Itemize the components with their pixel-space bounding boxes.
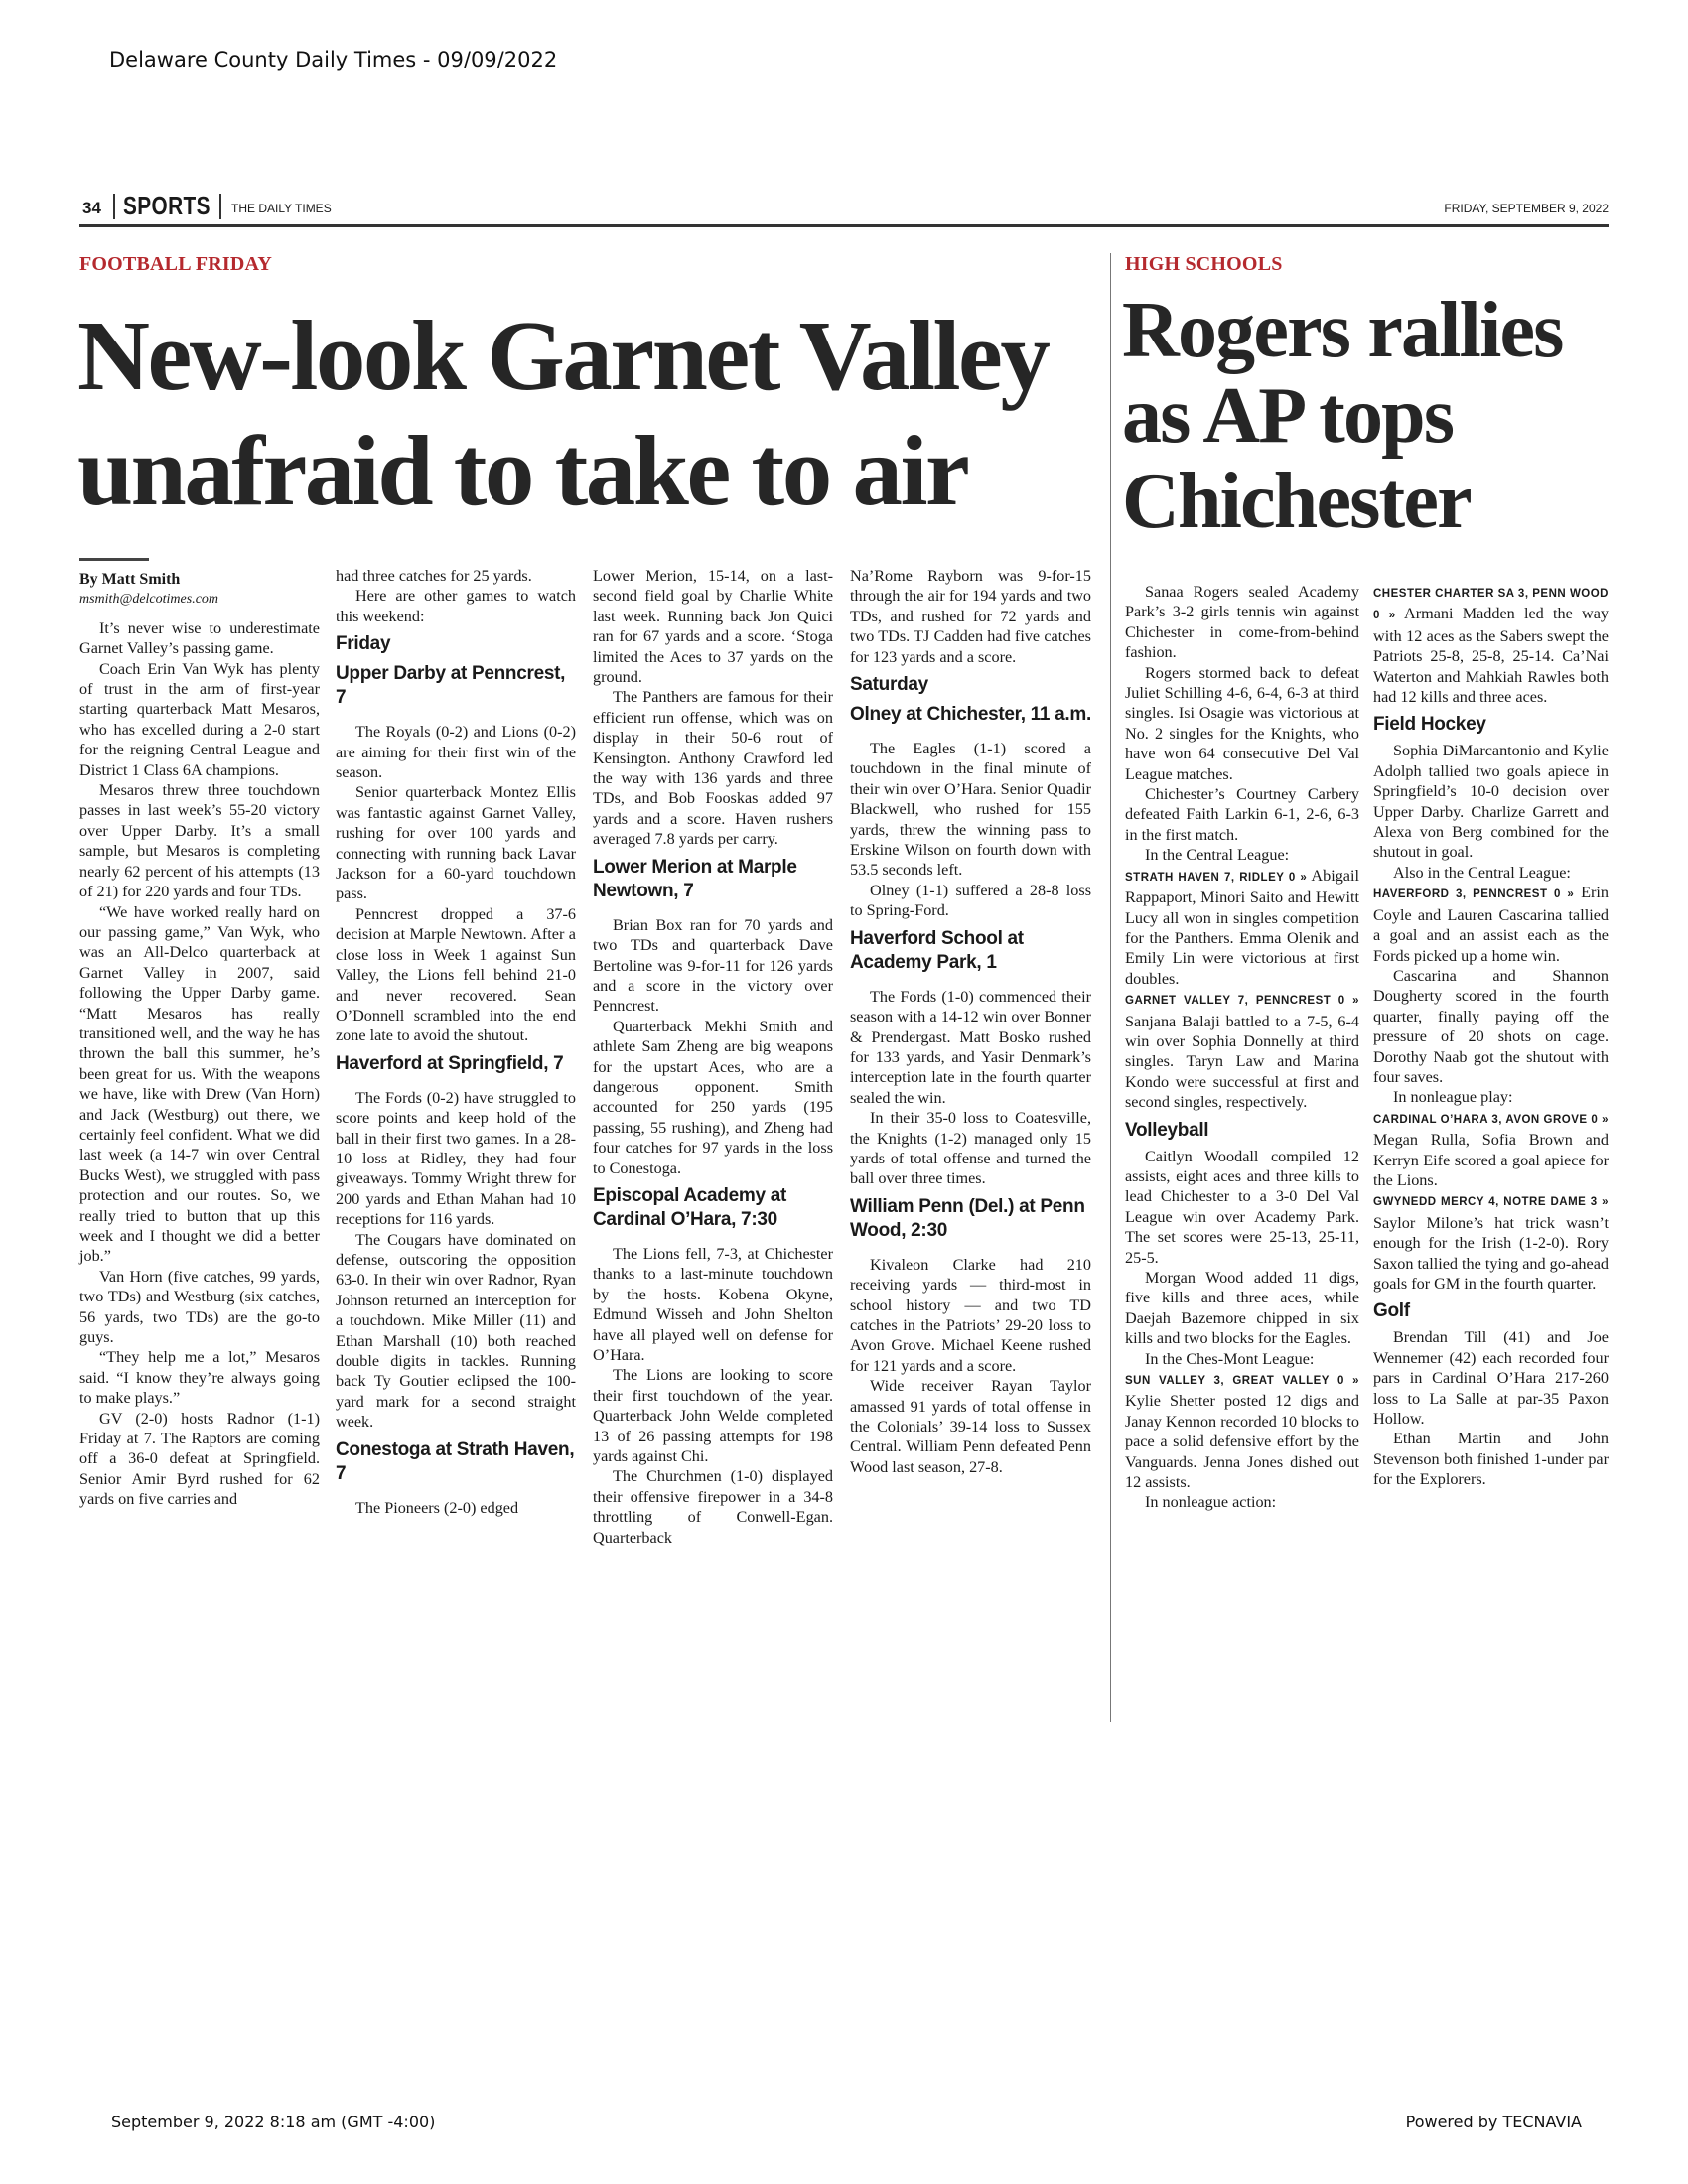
result-paragraph — [1125, 866, 1359, 989]
article-column-1 — [79, 566, 320, 1510]
game-subhead: Olney at Chichester, 11 a.m. — [850, 704, 1091, 726]
paper-name: THE DAILY TIMES — [231, 202, 332, 215]
result-lead: STRATH HAVEN 7, RIDLEY 0 » — [1125, 871, 1308, 884]
section-name: SPORTS — [123, 191, 211, 220]
result-lead: SUN VALLEY 3, GREAT VALLEY 0 » — [1125, 1375, 1359, 1388]
sport-subhead: Field Hockey — [1373, 714, 1486, 736]
game-subhead: William Penn (Del.) at Penn Wood, 2:30 — [850, 1195, 1085, 1241]
headline-line: as AP tops — [1122, 372, 1454, 460]
paragraph: The Royals (0-2) and Lions (0-2) are aiming for their first win of the season. — [336, 723, 576, 782]
result-text: Erin Coyle and Lauren Cascarina tallied a goal and an assist each as the Fords picked up a home win. — [1373, 884, 1609, 965]
result-text: Armani Madden led the way with 12 aces as the Sabers swept the Patriots 25-8, 25-8, 25-14. Ca’Nai Waterton and Mahkiah Rawles both had 12 kills and three aces. — [1373, 605, 1609, 707]
column-divider — [1110, 253, 1111, 1722]
paragraph: It’s never wise to underestimate Garnet Valley’s passing game. — [79, 618, 320, 658]
result-text: Kylie Shetter posted 12 digs and Janay Kennon recorded 10 blocks to pace a solid defensive effort by the Vanguards. Jenna Jones dished out 12 assists. — [1125, 1392, 1359, 1492]
headline-line: Rogers rallies — [1122, 287, 1563, 374]
result-lead: GARNET VALLEY 7, PENNCREST 0 » — [1125, 995, 1359, 1008]
day-subhead: Saturday — [850, 674, 928, 696]
paragraph: had three catches for 25 yards. — [336, 567, 532, 585]
result-paragraph — [1373, 582, 1609, 707]
issue-date: FRIDAY, SEPTEMBER 9, 2022 — [1444, 202, 1609, 215]
article-column-3 — [593, 566, 833, 1548]
paragraph: Ethan Martin and John Stevenson both finished 1-under par for the Explorers. — [1373, 1430, 1609, 1489]
result-lead: GWYNEDD MERCY 4, NOTRE DAME 3 » — [1373, 1196, 1609, 1209]
paragraph: The Pioneers (2-0) edged — [355, 1498, 519, 1517]
article-column-4 — [850, 566, 1091, 1477]
document-title: Delaware County Daily Times - 09/09/2022 — [109, 48, 558, 71]
result-paragraph — [1125, 1369, 1359, 1492]
paragraph: Coach Erin Van Wyk has plenty of trust in the arm of first-year starting quarterback Matt Mesaros, who has excelled during a 2-0 start for the reigning Central League and District 1 Class 6A champions. — [79, 659, 320, 779]
paragraph: The Lions fell, 7-3, at Chichester thanks to a last-minute touchdown by the hosts. Kobena Okyne, Edmund Wisseh and John Shelton have all played well on defense for O’Hara. — [593, 1244, 833, 1364]
paragraph: Lower Merion, 15-14, on a last-second field goal by Charlie White last week. Running back Jon Quici ran for 67 yards and a score. ‘Stoga limited the Aces to 37 yards on the ground. — [593, 567, 833, 687]
paragraph: Olney (1-1) suffered a 28-8 loss to Spring-Ford. — [850, 881, 1091, 920]
paragraph: The Cougars have dominated on defense, outscoring the opposition 63-0. In their win over Radnor, Ryan Johnson returned an interception for a touchdown. Mike Miller (11) and Ethan Marshall (10) both reached double digits in tackles. Running back Ty Goutier eclipsed the 100-yard mark for a second straight week. — [336, 1230, 576, 1432]
paragraph: The Churchmen (1-0) displayed their offensive firepower in a 34-8 throttling of Conwell-Egan. Quarterback — [593, 1467, 833, 1547]
game-subhead: Episcopal Academy at Cardinal O’Hara, 7:30 — [593, 1184, 786, 1230]
left-story-kicker: FOOTBALL FRIDAY — [79, 253, 272, 275]
left-story-headline — [77, 298, 1048, 528]
result-paragraph — [1373, 1108, 1609, 1191]
game-subhead: Conestoga at Strath Haven, 7 — [336, 1438, 575, 1484]
paragraph: Penncrest dropped a 37-6 decision at Marple Newtown. After a close loss in Week 1 against Sun Valley, the Lions fell behind 21-0 and never recovered. Sean O’Donnell scrambled into the end zone late to avoid the shutout. — [336, 904, 576, 1045]
paragraph: In nonleague action: — [1145, 1493, 1277, 1512]
paragraph: Quarterback Mekhi Smith and athlete Sam Zheng are big weapons for the upstart Aces, who are a dangerous opponent. Smith accounted for 250 yards (195 passing, 55 rushing), and Zheng had four catches for 97 yards in the loss to Conestoga. — [593, 1017, 833, 1177]
paragraph: Chichester’s Courtney Carbery defeated Faith Larkin 6-1, 2-6, 6-3 in the first match. — [1125, 785, 1359, 844]
paragraph: Mesaros threw three touchdown passes in last week’s 55-20 victory over Upper Darby. It’s a small sample, but Mesaros is completing nearly 62 percent of his attempts (13 of 21) for 220 yards and four TDs. — [79, 781, 320, 901]
paragraph: Cascarina and Shannon Dougherty scored in the fourth quarter, finally paying off the pressure of 20 shots on cage. Dorothy Naab got the shutout with four saves. — [1373, 966, 1609, 1086]
paragraph: Van Horn (five catches, 99 yards, two TDs) and Westburg (six catches, 56 yards, two TDs) are the go-to guys. — [79, 1267, 320, 1347]
game-subhead: Haverford School at Academy Park, 1 — [850, 927, 1024, 973]
result-text: Sanjana Balaji battled to a 7-5, 6-4 win over Sophia Donnelly at third singles. Taryn Law and Marina Kondo were successful at first and second singles, respectively. — [1125, 1012, 1359, 1112]
paragraph: The Fords (1-0) commenced their season with a 14-12 win over Bonner & Prendergast. Matt Bosko rushed for 133 yards, and Yasir Denmark’s interception late in the fourth quarter sealed the win. — [850, 987, 1091, 1107]
result-text: Megan Rulla, Sofia Brown and Kerryn Eife scored a goal apiece for the Lions. — [1373, 1131, 1609, 1189]
right-story-kicker: HIGH SCHOOLS — [1125, 253, 1283, 275]
sport-subhead: Golf — [1373, 1300, 1410, 1322]
folio-divider — [113, 194, 115, 219]
paragraph: The Eagles (1-1) scored a touchdown in the final minute of their win over O’Hara. Senior Quadir Blackwell, who rushed for 155 yards, threw the winning pass to Erskine Wilson on fourth down with 53.5 seconds left. — [850, 740, 1091, 880]
paragraph: “We have worked really hard on our passing game,” Van Wyk, who was an All-Delco quarterback at Garnet Valley in 2007, said following the Upper Darby game. “Matt Mesaros has really transitioned well, and the way he has thrown the ball this summer, he’s been great for us. With the weapons we have, like with Drew (Van Horn) and Jack (Westburg) out there, we certainly feel confident. What we did last week (a 14-7 win over Central Bucks West), we struggled with pass protection and our routes. So, we really tried to button that up this week and I thought we did a better job.” — [79, 902, 320, 1266]
result-paragraph — [1125, 989, 1359, 1112]
headline-line: unafraid to take to air — [77, 415, 968, 526]
author-email: msmith@delcotimes.com — [79, 592, 219, 608]
paragraph: Brendan Till (41) and Joe Wennemer (42) each recorded four pars in Cardinal O’Hara 217-260 loss to La Salle at par-35 Paxon Hollow. — [1373, 1328, 1609, 1429]
paragraph: Morgan Wood added 11 digs, five kills and three aces, while Daejah Bazemore chipped in six kills and two blocks for the Eagles. — [1125, 1269, 1359, 1348]
paragraph: Sophia DiMarcantonio and Kylie Adolph tallied two goals apiece in Springfield’s 10-0 decision over Upper Darby. Charlize Garrett and Alexa von Berg combined for the shutout in goal. — [1373, 742, 1609, 862]
paragraph: “They help me a lot,” Mesaros said. “I know they’re always going to make plays.” — [79, 1348, 320, 1408]
article-column-5 — [1125, 582, 1359, 1513]
paragraph: The Lions are looking to score their first touchdown of the year. Quarterback John Welde completed 13 of 26 passing attempts for 198 yards against Chi. — [593, 1366, 833, 1466]
paragraph: Caitlyn Woodall compiled 12 assists, eight aces and three kills to lead Chichester to a 3-0 Del Val League win over Academy Park. The set scores were 25-13, 25-11, 25-5. — [1125, 1147, 1359, 1267]
paragraph: The Panthers are famous for their efficient run offense, which was on display in their 50-6 rout of Kensington. Anthony Crawford led the way with 136 yards and three TDs, and Bob Fooskas added 97 yards and a score. Haven rushers averaged 7.8 yards per carry. — [593, 688, 833, 849]
byline-rule — [79, 558, 149, 561]
paragraph: Wide receiver Rayan Taylor amassed 91 yards of total offense in the Colonials’ 39-14 loss to Sussex Central. William Penn defeated Penn Wood last season, 27-8. — [850, 1377, 1091, 1476]
article-column-6 — [1373, 582, 1609, 1490]
day-subhead: Friday — [336, 633, 391, 655]
paragraph: In the Ches-Mont League: — [1145, 1349, 1315, 1368]
article-column-2 — [336, 566, 576, 1518]
result-lead: CARDINAL O’HARA 3, AVON GROVE 0 » — [1373, 1113, 1609, 1126]
result-text: Abigail Rappaport, Minori Saito and Hewitt Lucy all won in singles competition for the Panthers. Emma Olenik and Emily Lin were victorious at first doubles. — [1125, 866, 1359, 988]
result-paragraph — [1373, 883, 1609, 966]
paragraph: Sanaa Rogers sealed Academy Park’s 3-2 girls tennis win against Chichester in come-from-behind fashion. — [1125, 583, 1359, 662]
paragraph: The Fords (0-2) have struggled to score points and keep hold of the ball in their first two games. In a 28-10 loss at Ridley, they had four giveaways. Tommy Wright threw for 200 yards and Ethan Mahan had 10 receptions for 116 yards. — [336, 1088, 576, 1229]
paragraph: In the Central League: — [1145, 846, 1290, 865]
result-lead: HAVERFORD 3, PENNCREST 0 » — [1373, 888, 1575, 901]
page-number: 34 — [82, 199, 101, 217]
headline-line: New-look Garnet Valley — [77, 300, 1049, 411]
paragraph: In nonleague play: — [1393, 1088, 1513, 1107]
powered-by: Powered by TECNAVIA — [1405, 2113, 1582, 2131]
paragraph: GV (2-0) hosts Radnor (1-1) Friday at 7. The Raptors are coming off a 36-0 defeat at Springfield. Senior Amir Byrd rushed for 62 yards on five carries and — [79, 1409, 320, 1509]
game-subhead: Upper Darby at Penncrest, 7 — [336, 663, 566, 709]
paragraph: Here are other games to watch this weekend: — [336, 587, 576, 625]
result-paragraph — [1373, 1190, 1609, 1294]
result-text: Saylor Milone’s hat trick wasn’t enough for the Irish (1-2-0). Rory Saxon tallied the tying and go-ahead goals for GM in the fourth quarter. — [1373, 1213, 1609, 1293]
sport-subhead: Volleyball — [1125, 1119, 1209, 1141]
paragraph: Rogers stormed back to defeat Juliet Schilling 4-6, 6-4, 6-3 at third singles. Isi Osagie was victorious at No. 2 singles for the Knights, who have won 64 consecutive Del Val League matches. — [1125, 663, 1359, 783]
game-subhead: Haverford at Springfield, 7 — [336, 1052, 564, 1074]
page-folio — [79, 191, 1609, 227]
paragraph: Brian Box ran for 70 yards and two TDs and quarterback Dave Bertoline was 9-for-11 for 126 yards and a score in the victory over Penncrest. — [593, 915, 833, 1016]
capture-timestamp: September 9, 2022 8:18 am (GMT -4:00) — [111, 2113, 436, 2131]
game-subhead: Lower Merion at Marple Newtown, 7 — [593, 856, 797, 901]
paragraph: In their 35-0 loss to Coatesville, the Knights (1-2) managed only 15 yards of total offense and turned the ball over three times. — [850, 1109, 1091, 1188]
headline-line: Chichester — [1122, 458, 1471, 545]
paragraph: Also in the Central League: — [1393, 863, 1571, 882]
folio-divider — [219, 194, 221, 219]
paragraph: Senior quarterback Montez Ellis was fantastic against Garnet Valley, rushing for over 100 yards and connecting with running back Lavar Jackson for a 60-yard touchdown pass. — [336, 783, 576, 903]
paragraph: Na’Rome Rayborn was 9-for-15 through the air for 194 yards and two TDs, and rushed for 72 yards and two TDs. TJ Cadden had five catches for 123 yards and a score. — [850, 567, 1091, 666]
right-story-headline — [1122, 288, 1563, 544]
result-lead: CHESTER CHARTER SA 3, PENN WOOD 0 » — [1373, 588, 1609, 622]
byline: By Matt Smith — [79, 571, 181, 588]
paragraph: Kivaleon Clarke had 210 receiving yards — third-most in school history — and two TD catches in the Patriots’ 29-20 loss to Avon Grove. Michael Keene rushed for 121 yards and a score. — [850, 1255, 1091, 1375]
